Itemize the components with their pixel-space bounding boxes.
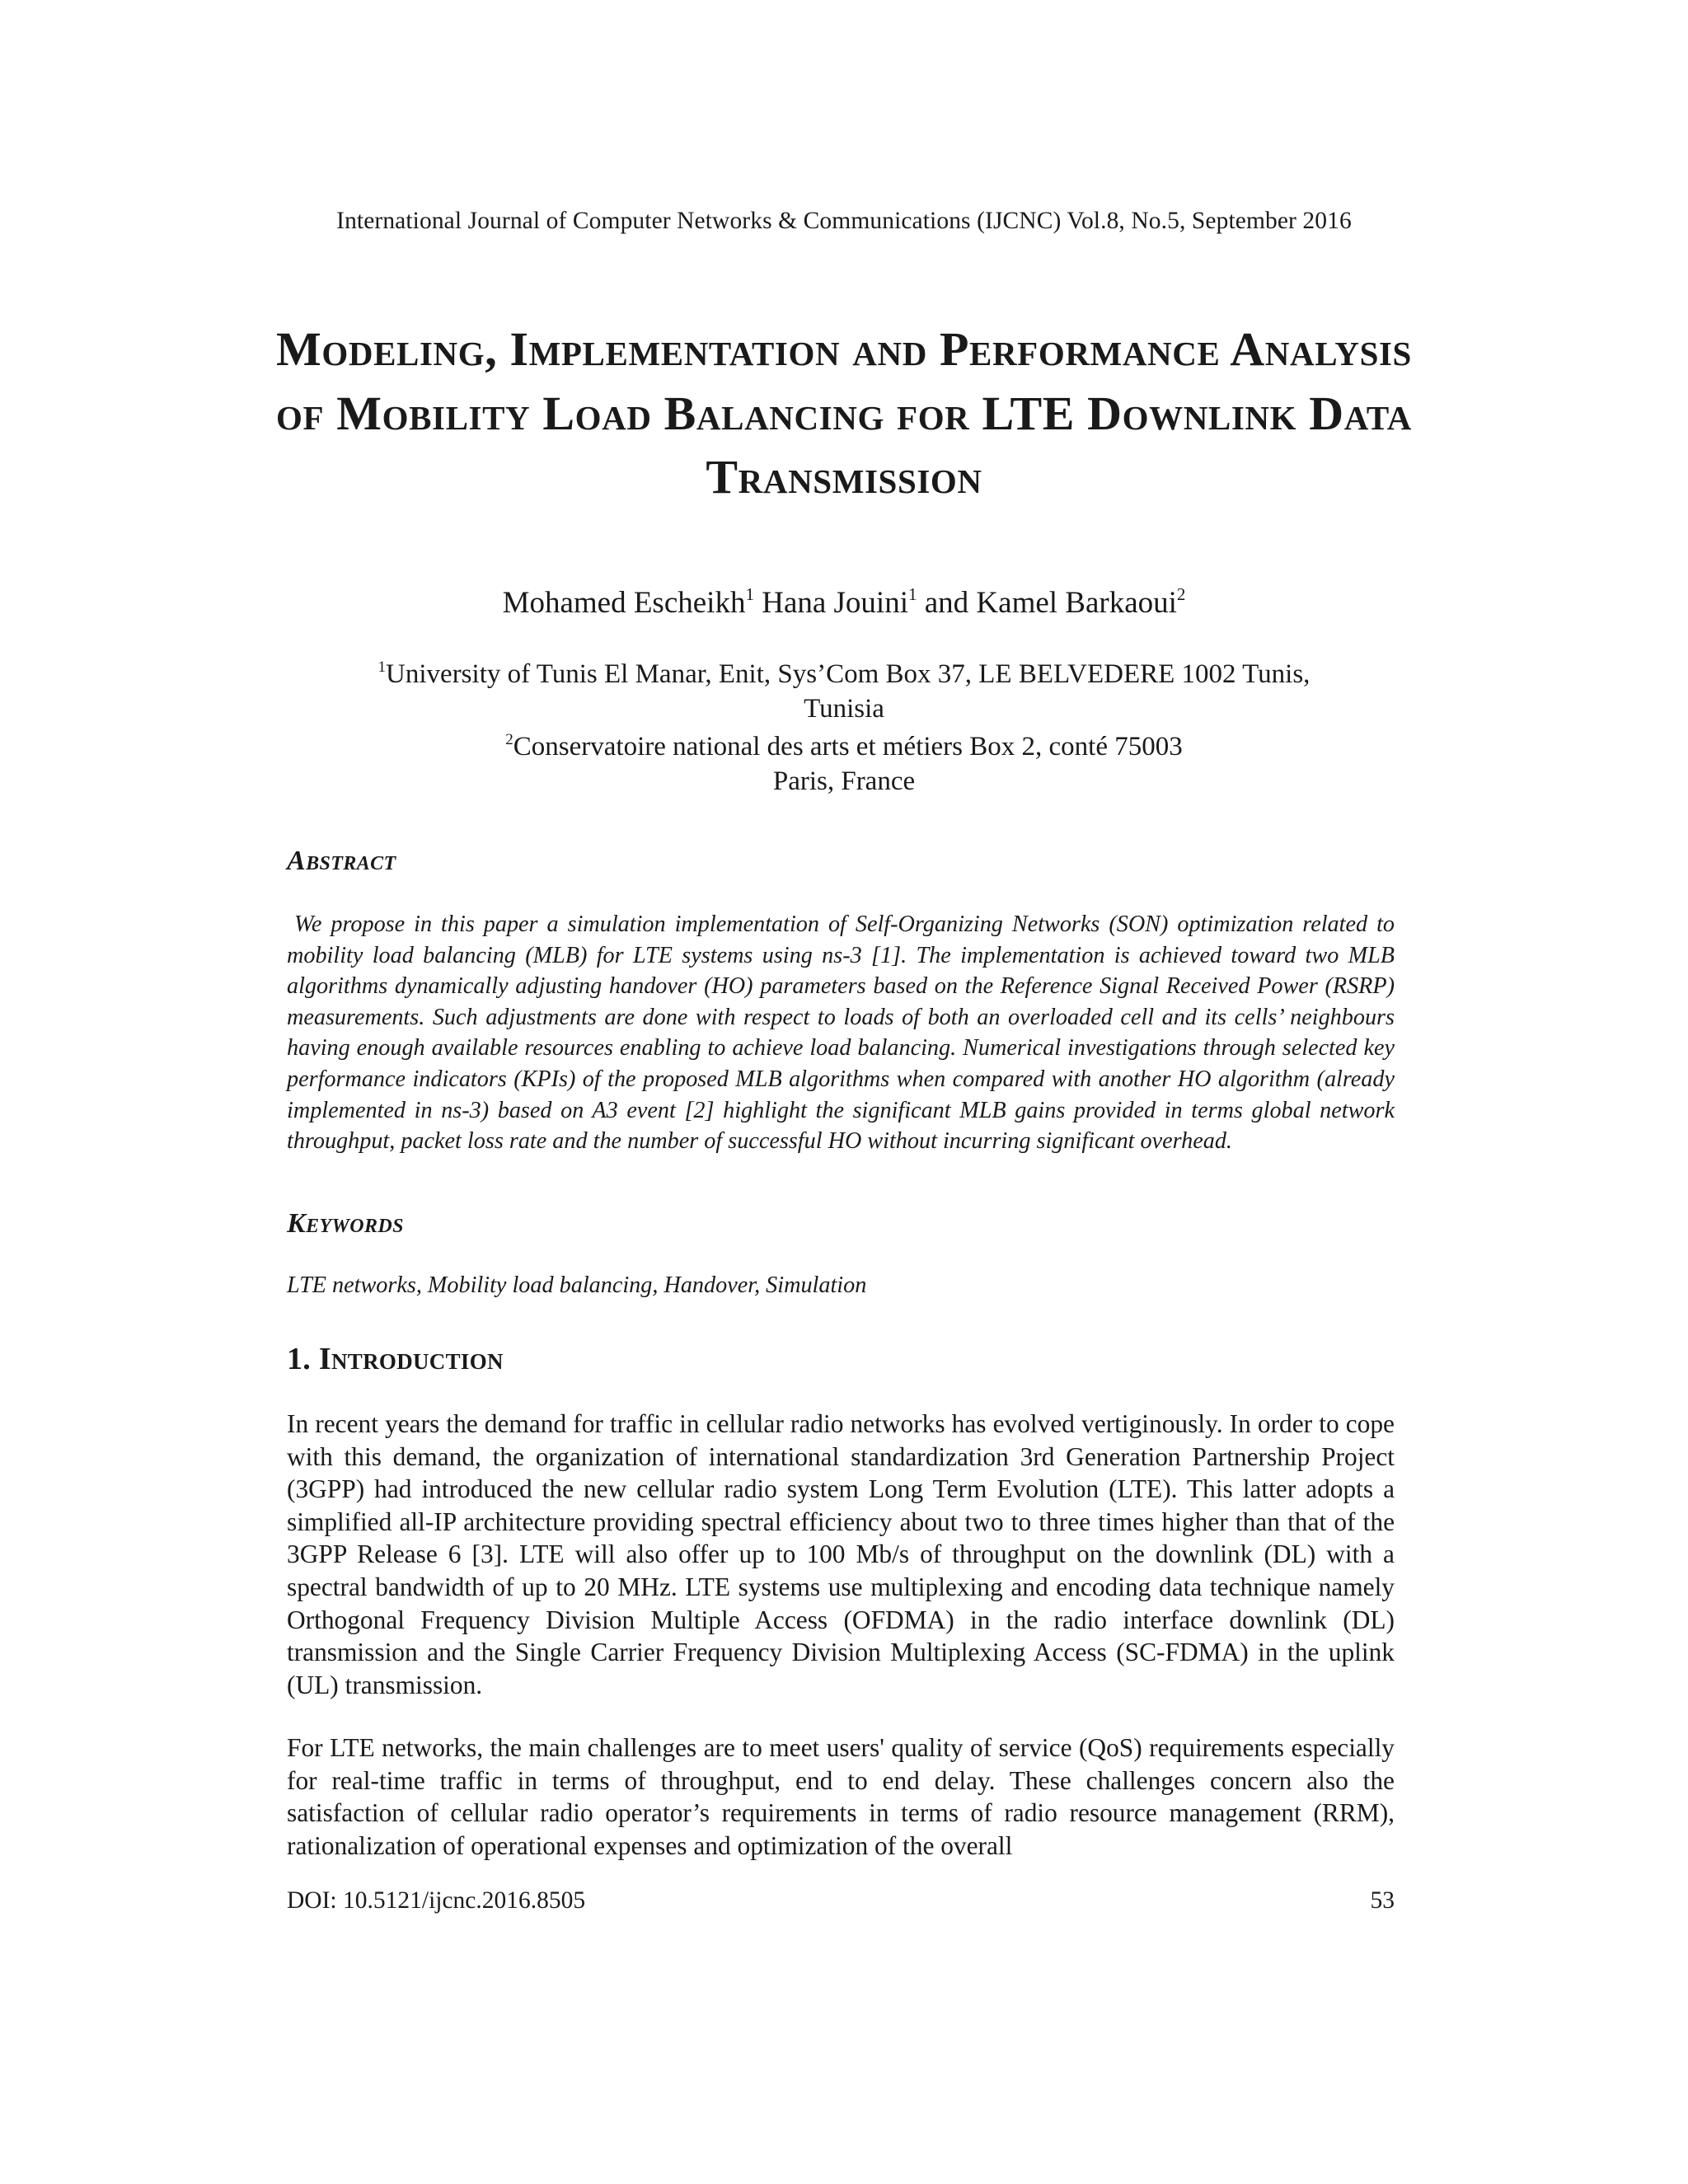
page-number: 53 (1370, 1887, 1395, 1914)
author-list (0, 585, 1688, 621)
keywords-text: LTE networks, Mobility load balancing, Handover, Simulation (287, 1272, 867, 1298)
affiliation-mark: 2 (505, 731, 513, 748)
affiliation-mark: 1 (377, 658, 387, 676)
journal-header: International Journal of Computer Networks & Communications (IJCNC) Vol.8, No.5, September 2016 (336, 208, 1352, 234)
paper-title: Modeling, Implementation and Performance Analysis of Mobility Load Balancing for LTE Downlink Data Transmission (276, 322, 1412, 504)
author-name: Hana Jouini (753, 586, 908, 620)
affiliation-line: Tunisia (804, 694, 884, 724)
doi-footer: DOI: 10.5121/ijcnc.2016.8505 (287, 1887, 586, 1914)
introduction-paragraph-1: In recent years the demand for traffic in cellular radio networks has evolved vertiginously. In order to cope with this demand, the organization of international standardization 3rd Generation Partnership Project (3GPP) had introduced the new cellular radio system Long Term Evolution (LTE). This latter adopts a simplified all-IP architecture providing spectral efficiency about two to three times higher than that of the 3GPP Release 6 [3]. LTE will also offer up to 100 Mb/s of throughput on the downlink (DL) with a spectral bandwidth of up to 20 MHz. LTE systems use multiplexing and encoding data technique namely Orthogonal Frequency Division Multiple Access (OFDMA) in the radio interface downlink (DL) transmission and the Single Carrier Frequency Division Multiplexing Access (SC-FDMA) in the uplink (UL) transmission. (287, 1409, 1395, 1699)
author-affiliation-mark: 1 (908, 584, 917, 604)
author-affiliation-mark: 1 (745, 584, 754, 604)
affiliation-line: $^1$University of Tunis El Manar, Enit, Sys’Com Box 37, LE BELVEDERE 1002 Tunis, (377, 658, 1311, 689)
author-affiliation-mark: 2 (1176, 584, 1186, 604)
author-name: and Kamel Barkaoui (917, 586, 1177, 620)
affiliation-line: Paris, France (772, 766, 916, 796)
introduction-heading: 1. Introduction (287, 1342, 504, 1376)
introduction-paragraph-2: For LTE networks, the main challenges are to meet users' quality of service (QoS) requirements especially for real-time traffic in terms of throughput, end to end delay. These challenges concern also the satisfaction of cellular radio operator’s requirements in terms of radio resource management (RRM), rationalization of operational expenses and optimization of the overall (287, 1733, 1395, 1860)
author-name: Mohamed Escheikh (502, 586, 746, 620)
keywords-heading: Keywords (287, 1208, 404, 1239)
affiliation-1 (0, 657, 1688, 726)
abstract-heading: Abstract (287, 846, 396, 876)
affiliation-line: $^2$Conservatoire national des arts et métiers Box 2, conté 75003 (505, 731, 1183, 762)
abstract-text: We propose in this paper a simulation implementation of Self-Organizing Networks (SON) optimization related to mobility load balancing (MLB) for LTE systems using ns-3 [1]. The implementation is achieved toward two MLB algorithms dynamically adjusting handover (HO) parameters based on the Reference Signal Received Power (RSRP) measurements. Such adjustments are done with respect to loads of both an overloaded cell and its cells’ neighbours having enough available resources enabling to achieve load balancing. Numerical investigations through selected key performance indicators (KPIs) of the proposed MLB algorithms when compared with another HO algorithm (already implemented in ns-3) based on A3 event [2] highlight the significant MLB gains provided in terms global network throughput, packet loss rate and the number of successful HO without incurring significant overhead. (287, 912, 1395, 1155)
affiliation-2 (0, 729, 1688, 799)
